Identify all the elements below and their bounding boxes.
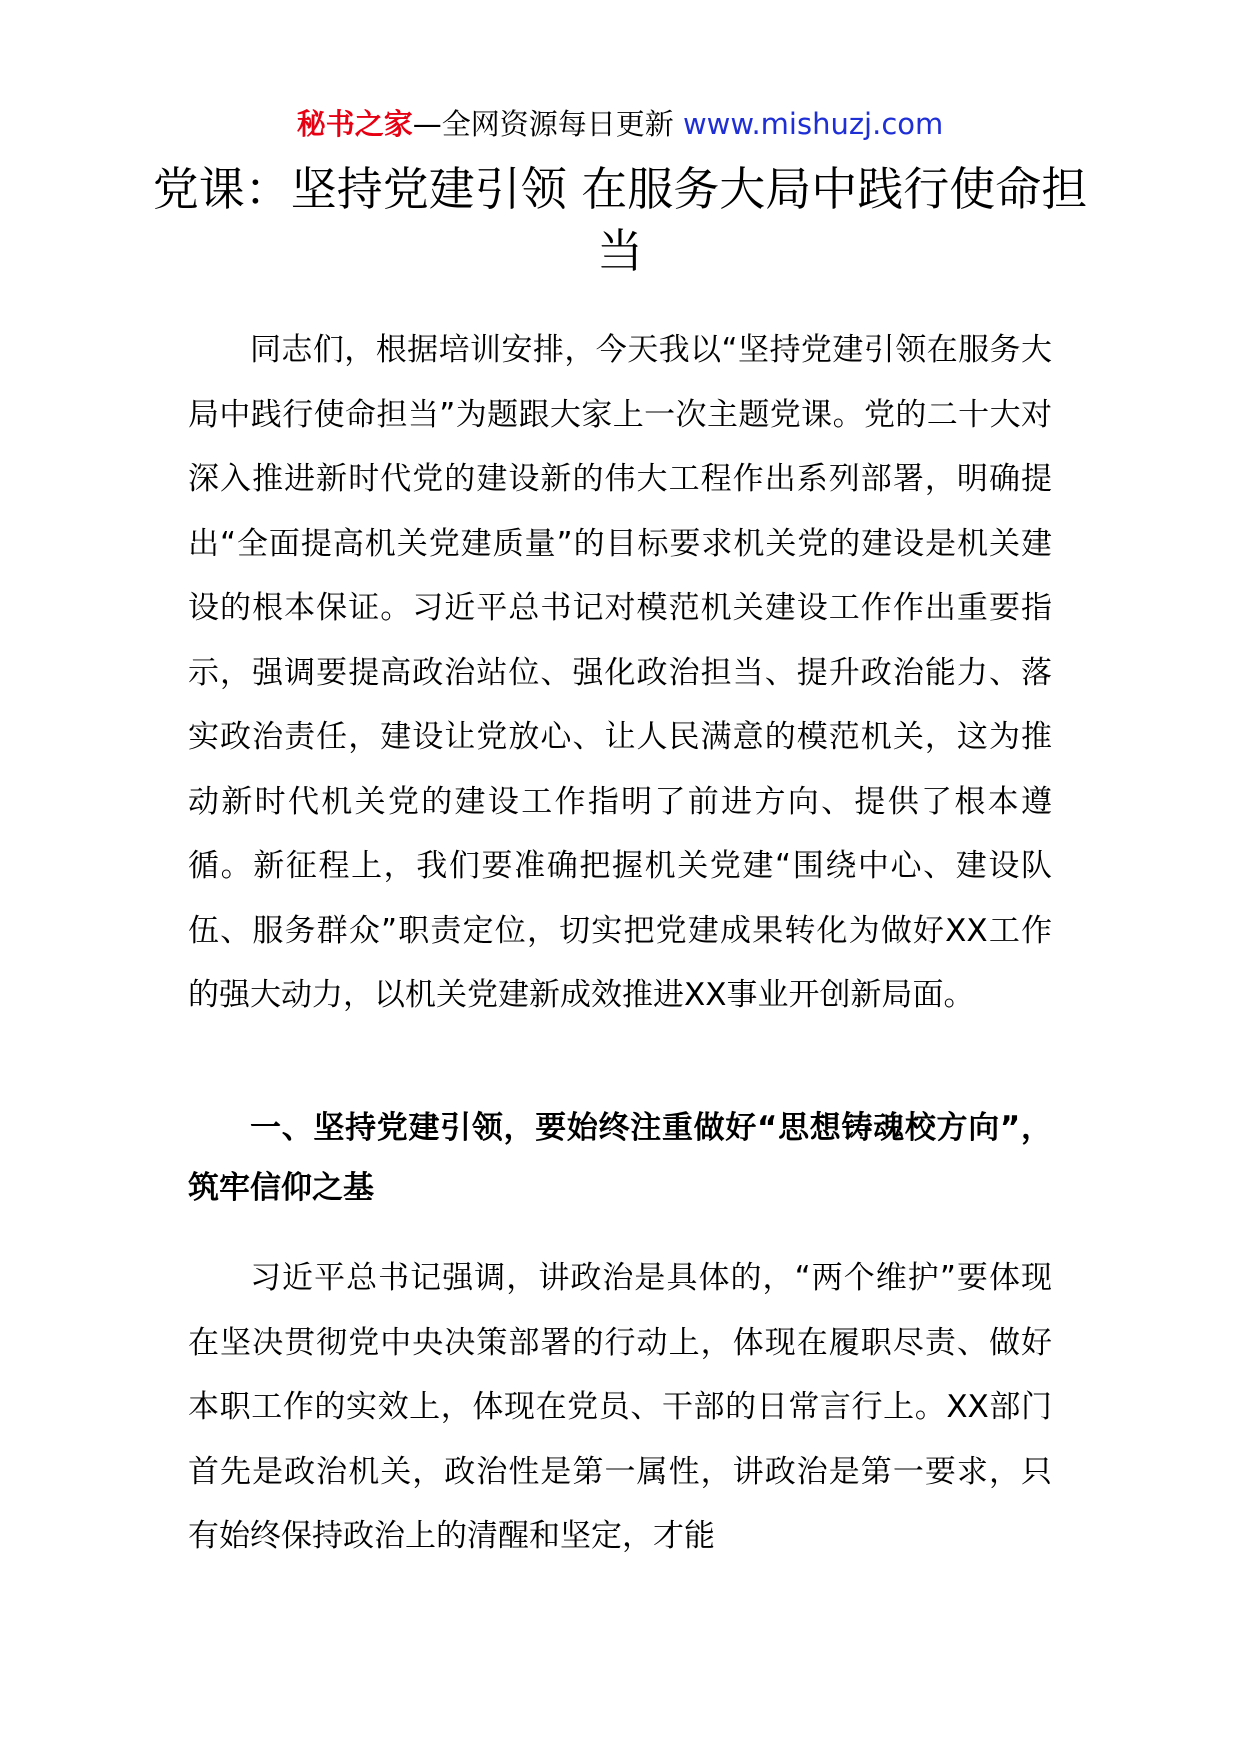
site-url-link[interactable]: www.mishuzj.com <box>682 107 944 141</box>
section-heading-1: 一、坚持党建引领，要始终注重做好“思想铸魂校方向”，筑牢信仰之基 <box>188 1110 1052 1206</box>
document-body <box>188 318 1052 1569</box>
paragraph-intro: 同志们，根据培训安排，今天我以“坚持党建引领在服务大局中践行使命担当”为题跟大家上一次主题党课。党的二十大对深入推进新时代党的建设新的伟大工程作出系列部署，明确提出“全面提高机关党建质量”的目标要求机关党的建设是机关建设的根本保证。习近平总书记对模范机关建设工作作出重要指示，强调要提高政治站位、强化政治担当、提升政治能力、落实政治责任，建设让党放心、让人民满意的模范机关，这为推动新时代机关党的建设工作指明了前进方向、提供了根本遵循。新征程上，我们要准确把握机关党建“围绕中心、建设队伍、服务群众”职责定位，切实把党建成果转化为做好XX工作的强大动力，以机关党建新成效推进XX事业开创新局面。 <box>188 332 1052 1013</box>
paragraph-section-1: 习近平总书记强调，讲政治是具体的，“两个维护”要体现在坚决贯彻党中央决策部署的行动上，体现在履职尽责、做好本职工作的实效上，体现在党员、干部的日常言行上。XX部门首先是政治机关，政治性是第一属性，讲政治是第一要求，只有始终保持政治上的清醒和坚定，才能 <box>188 1260 1052 1554</box>
header-tagline: —全网资源每日更新 <box>412 107 683 141</box>
site-header <box>0 104 1240 144</box>
document-title: 党课：坚持党建引领 在服务大局中践行使命担当 <box>152 162 1088 278</box>
brand-name: 秘书之家 <box>296 107 413 141</box>
